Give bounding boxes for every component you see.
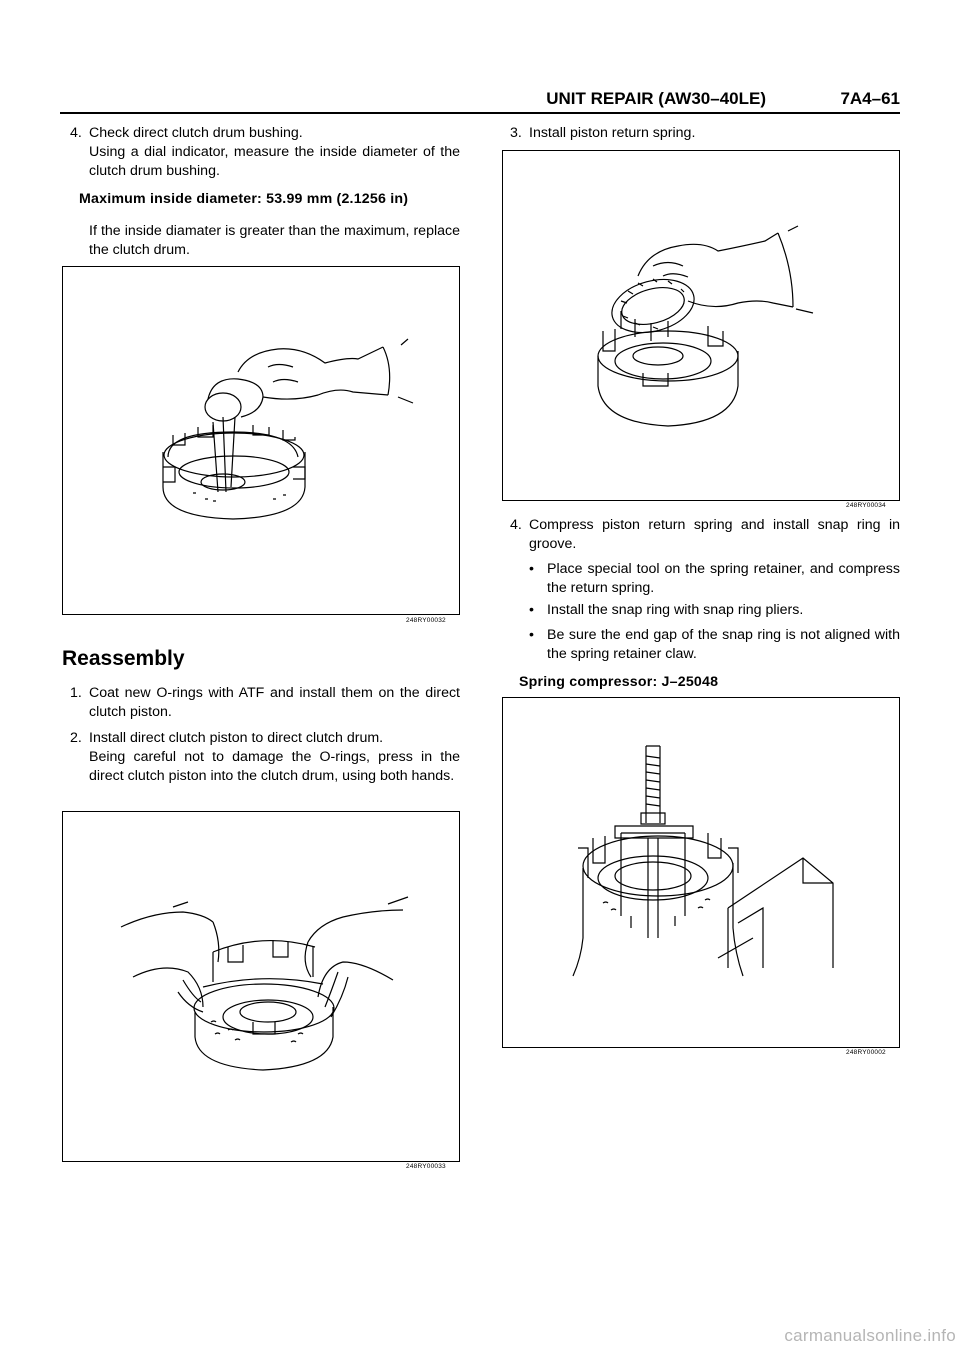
- bullet-dot: •: [529, 602, 534, 618]
- step-body: Compress piston return spring and install snap ring in groove.: [529, 517, 900, 552]
- spring-compressor-illustration: [503, 698, 901, 1049]
- figure-dial-indicator: [62, 266, 460, 615]
- figure-code: 248RY00034: [846, 502, 886, 509]
- header-rule: [60, 112, 900, 114]
- step-number: 4.: [70, 125, 82, 141]
- step-compress-spring: [500, 516, 900, 554]
- step-number: 4.: [510, 517, 522, 533]
- step-body: Using a dial indicator, measure the inside diameter of the clutch drum bushing.: [89, 144, 460, 179]
- section-title: UNIT REPAIR (AW30–40LE): [546, 89, 766, 108]
- step-install-spring: [500, 124, 900, 143]
- step-body: Install piston return spring.: [529, 125, 696, 141]
- bullet-dot: •: [529, 627, 534, 643]
- return-spring-illustration: [503, 151, 901, 502]
- bullet-dot: •: [529, 561, 534, 577]
- watermark: carmanualsonline.info: [784, 1326, 956, 1345]
- step-number: 3.: [510, 125, 522, 141]
- step-coat-orings: [60, 684, 460, 722]
- bullet-item: [529, 626, 900, 664]
- page-number: 7A4–61: [840, 89, 900, 108]
- bullet-item: [529, 560, 900, 598]
- step-heading: Install direct clutch piston to direct clutch drum.: [89, 730, 384, 746]
- dial-indicator-illustration: [63, 267, 461, 616]
- figure-code: 248RY00033: [406, 1163, 446, 1170]
- bullet-text: Place special tool on the spring retainer, and compress the return spring.: [547, 561, 900, 596]
- figure-code: 248RY00032: [406, 617, 446, 624]
- special-tool-spec: Spring compressor: J–25048: [519, 674, 719, 690]
- press-piston-illustration: [63, 812, 461, 1163]
- step-body: Coat new O-rings with ATF and install them on the direct clutch piston.: [89, 685, 460, 720]
- step-body: Being careful not to damage the O-rings, press in the direct clutch piston into the clutch drum, using both hands.: [89, 749, 460, 784]
- step-number: 2.: [70, 730, 82, 746]
- step-check-bushing: [60, 124, 460, 181]
- figure-return-spring: [502, 150, 900, 501]
- bullet-text: Be sure the end gap of the snap ring is not aligned with the spring retainer claw.: [547, 627, 900, 662]
- figure-press-piston: [62, 811, 460, 1162]
- page-header: [400, 88, 900, 112]
- bullet-item: [529, 601, 900, 620]
- step-heading: Check direct clutch drum bushing.: [89, 125, 303, 141]
- step-number: 1.: [70, 685, 82, 701]
- max-diameter-spec: Maximum inside diameter: 53.99 mm (2.1256 in): [79, 191, 409, 207]
- step-install-piston: [60, 729, 460, 786]
- replace-note: If the inside diamater is greater than the maximum, replace the clutch drum.: [89, 223, 460, 258]
- figure-spring-compressor: [502, 697, 900, 1048]
- figure-code: 248RY00002: [846, 1049, 886, 1056]
- section-heading-reassembly: Reassembly: [62, 647, 185, 670]
- bullet-text: Install the snap ring with snap ring pliers.: [547, 602, 804, 618]
